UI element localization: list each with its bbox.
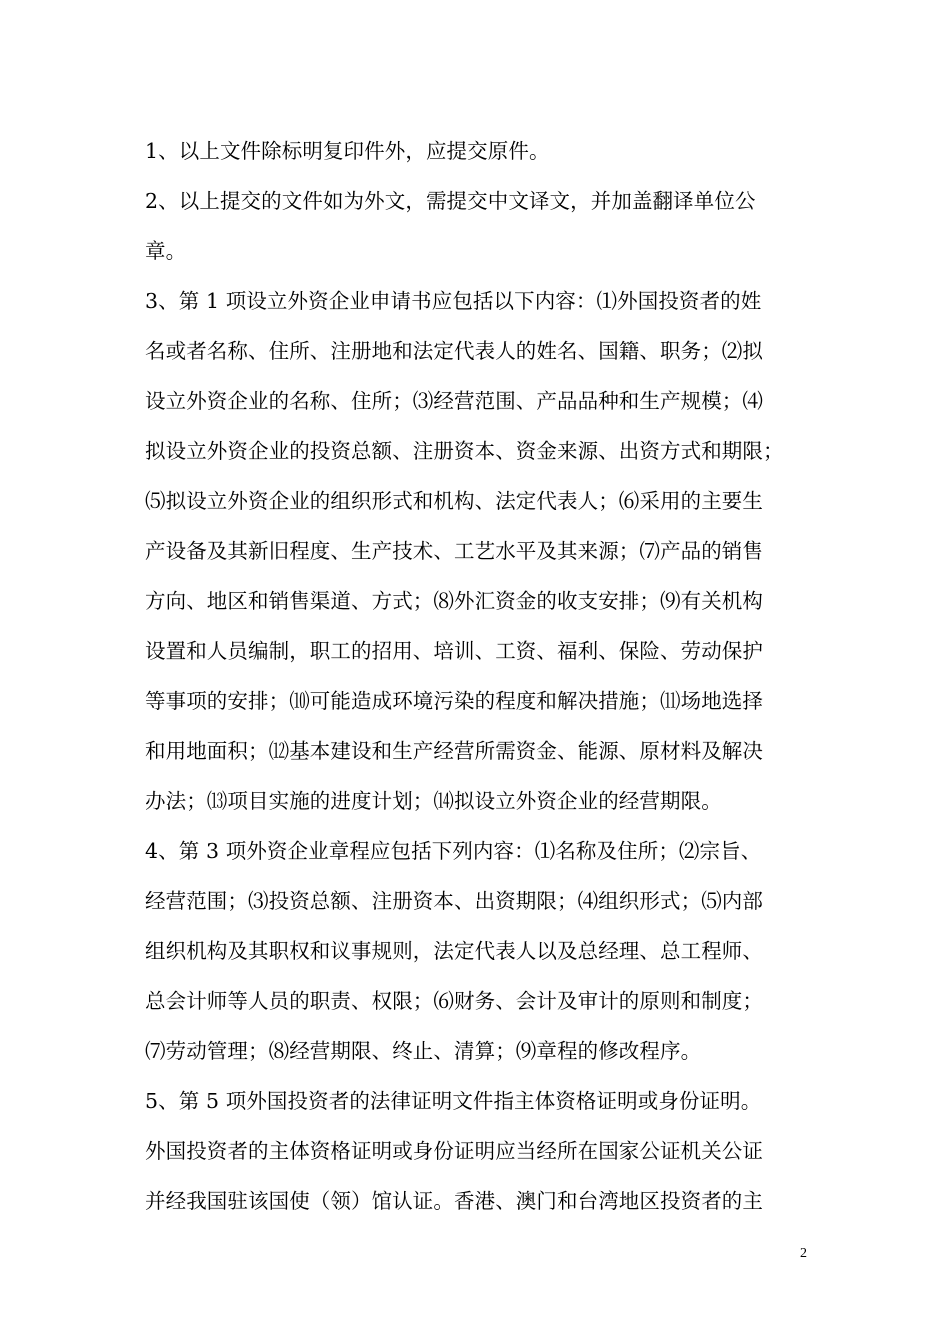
text-line: 设置和人员编制，职工的招用、培训、工资、福利、保险、劳动保护 [145, 639, 763, 663]
text-line: 名或者名称、住所、注册地和法定代表人的姓名、国籍、职务；⑵拟 [145, 339, 763, 363]
text-line: 办法；⒀项目实施的进度计划；⒁拟设立外资企业的经营期限。 [145, 789, 722, 813]
text-line: 经营范围；⑶投资总额、注册资本、出资期限；⑷组织形式；⑸内部 [145, 889, 763, 913]
text-line: ⑸拟设立外资企业的组织形式和机构、法定代表人；⑹采用的主要生 [145, 489, 763, 513]
text-line: 设立外资企业的名称、住所；⑶经营范围、产品品种和生产规模；⑷ [145, 389, 763, 413]
text-line: 组织机构及其职权和议事规则，法定代表人以及总经理、总工程师、 [145, 939, 763, 963]
text-line: 3、第 1 项设立外资企业申请书应包括以下内容：⑴外国投资者的姓 [145, 289, 762, 313]
text-line: 2、以上提交的文件如为外文，需提交中文译文，并加盖翻译单位公 [145, 189, 756, 213]
text-line: 方向、地区和销售渠道、方式；⑻外汇资金的收支安排；⑼有关机构 [145, 589, 763, 613]
text-line: 产设备及其新旧程度、生产技术、工艺水平及其来源；⑺产品的销售 [145, 539, 763, 563]
text-line: 拟设立外资企业的投资总额、注册资本、资金来源、出资方式和期限； [145, 439, 784, 463]
text-line: 章。 [145, 239, 187, 263]
text-line: 外国投资者的主体资格证明或身份证明应当经所在国家公证机关公证 [145, 1139, 763, 1163]
page-number: 2 [800, 1246, 807, 1261]
text-line: 并经我国驻该国使（领）馆认证。香港、澳门和台湾地区投资者的主 [145, 1189, 763, 1213]
text-line: 总会计师等人员的职责、权限；⑹财务、会计及审计的原则和制度； [145, 989, 763, 1013]
text-line: 4、第 3 项外资企业章程应包括下列内容：⑴名称及住所；⑵宗旨、 [145, 839, 762, 863]
text-line: 等事项的安排；⑽可能造成环境污染的程度和解决措施；⑾场地选择 [145, 689, 763, 713]
text-line: ⑺劳动管理；⑻经营期限、终止、清算；⑼章程的修改程序。 [145, 1039, 702, 1063]
text-line: 1、以上文件除标明复印件外，应提交原件。 [145, 139, 550, 163]
text-line: 和用地面积；⑿基本建设和生产经营所需资金、能源、原材料及解决 [145, 739, 763, 763]
text-line: 5、第 5 项外国投资者的法律证明文件指主体资格证明或身份证明。 [145, 1089, 762, 1113]
document-body [145, 126, 825, 1226]
